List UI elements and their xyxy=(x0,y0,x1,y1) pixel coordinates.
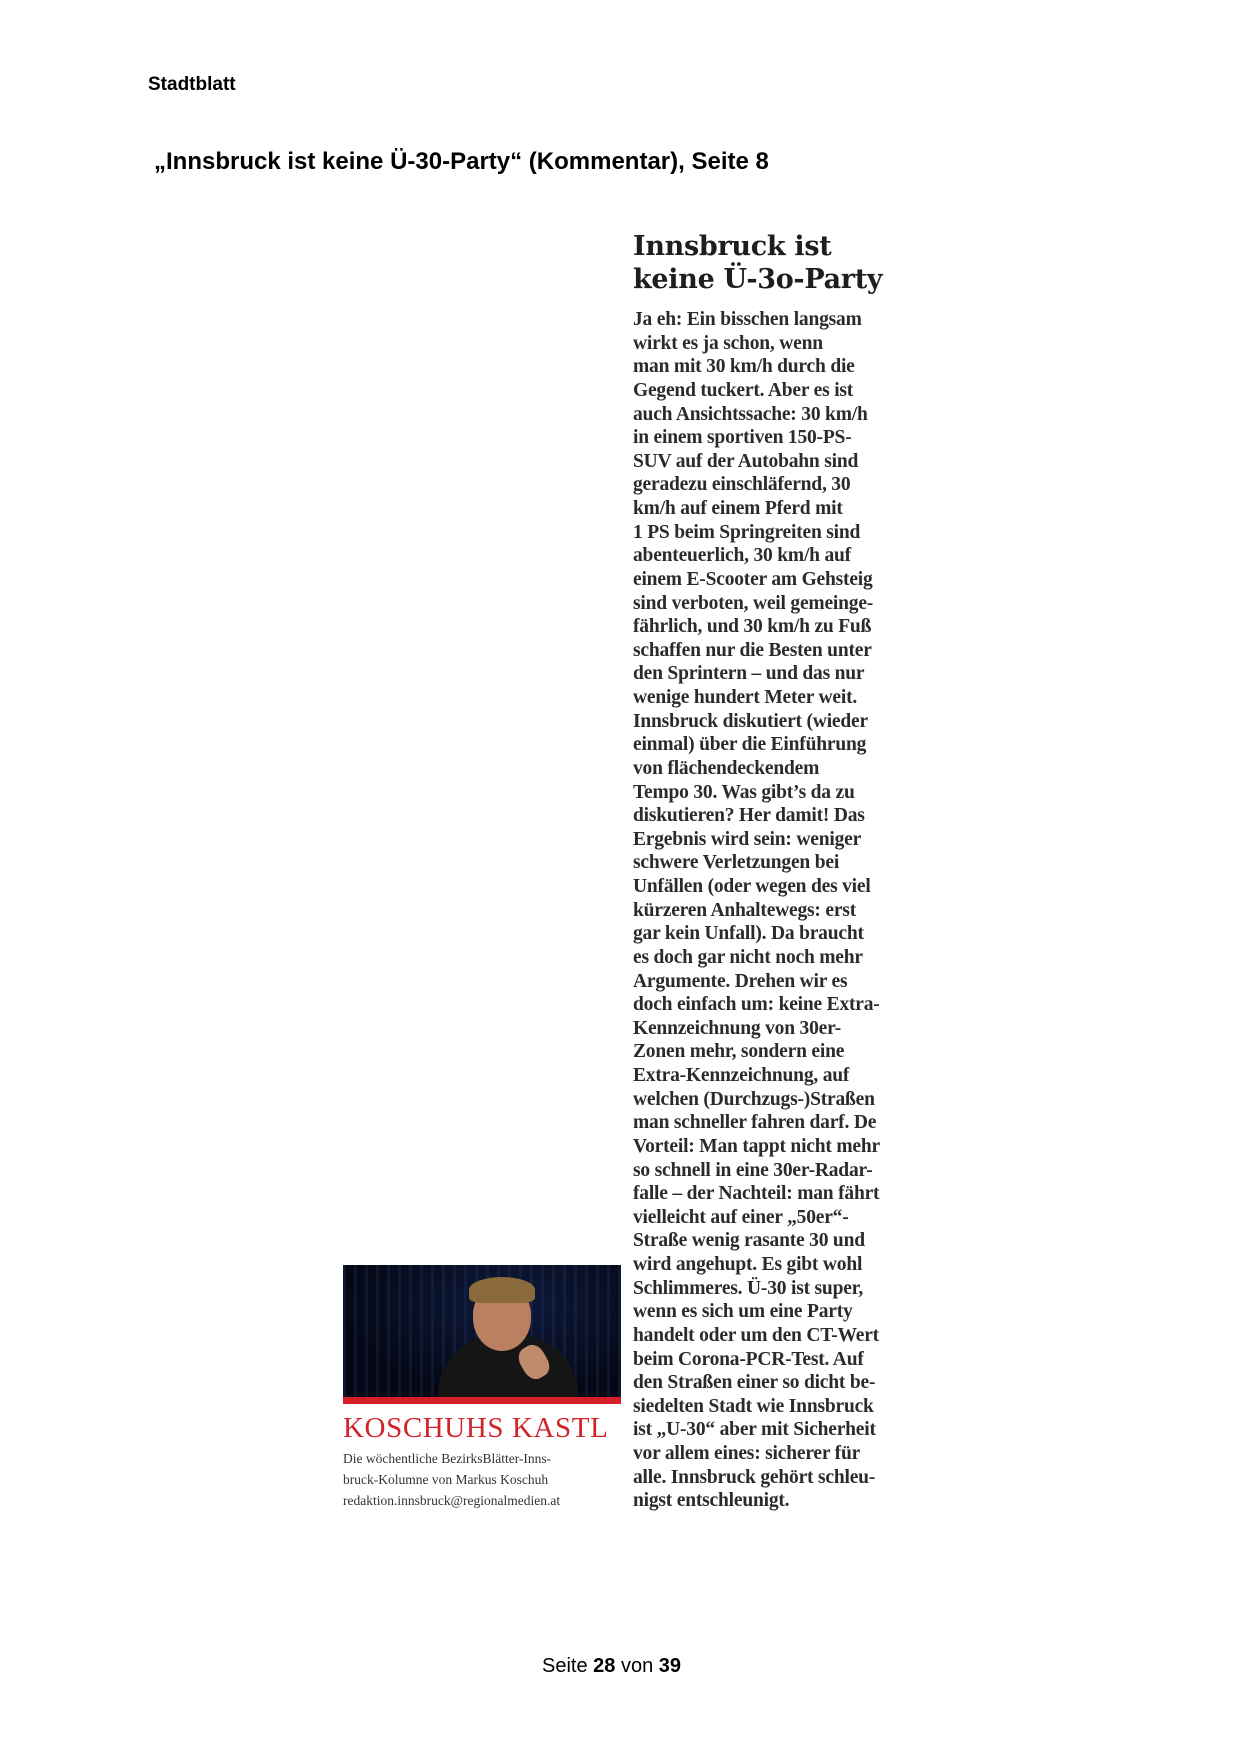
caption-email: redaktion.innsbruck@regionalmedien.at xyxy=(343,1493,561,1508)
body-line: alle. Innsbruck gehört schleu- xyxy=(633,1466,876,1488)
body-line: Innsbruck diskutiert (wieder xyxy=(633,710,868,732)
body-line: den Straßen einer so dicht be- xyxy=(633,1372,876,1394)
headline-line: Innsbruck ist xyxy=(633,231,832,262)
page-footer xyxy=(542,1655,681,1678)
article-body xyxy=(633,308,880,1513)
total-pages: 39 xyxy=(658,1655,682,1677)
body-line: Extra-Kennzeichnung, auf xyxy=(633,1065,850,1086)
body-line: Tempo 30. Was gibt’s da zu xyxy=(633,781,855,803)
body-line: man mit 30 km/h durch die xyxy=(633,356,855,378)
body-line: Argumente. Drehen wir es xyxy=(633,970,848,992)
body-line: welchen (Durchzugs-)Straßen xyxy=(633,1088,875,1110)
body-line: in einem sportiven 150-PS- xyxy=(633,427,852,449)
body-line: vor allem eines: sicherer für xyxy=(633,1443,861,1464)
body-line: siedelten Stadt wie Innsbruck xyxy=(633,1395,874,1417)
body-line: falle – der Nachteil: man fährt xyxy=(633,1183,880,1205)
body-line: Ja eh: Ein bisschen langsam xyxy=(633,309,862,330)
body-line: so schnell in eine 30er-Radar- xyxy=(633,1159,873,1181)
source-label: Stadtblatt xyxy=(148,74,236,95)
body-line: Gegend tuckert. Aber es ist xyxy=(633,379,854,401)
photo-figure-hair xyxy=(469,1277,535,1303)
body-line: Kennzeichnung von 30er- xyxy=(633,1017,842,1039)
body-line: fährlich, und 30 km/h zu Fuß xyxy=(633,616,872,638)
body-line: kürzeren Anhaltewegs: erst xyxy=(633,899,856,921)
body-line: wirkt es ja schon, wenn xyxy=(633,332,823,354)
body-line: Ergebnis wird sein: weniger xyxy=(633,828,862,850)
body-line: Vorteil: Man tappt nicht mehr xyxy=(633,1135,880,1157)
body-line: 1 PS beim Springreiten sind xyxy=(633,521,861,543)
body-line: den Sprintern – und das nur xyxy=(633,663,865,685)
body-line: diskutieren? Her damit! Das xyxy=(633,805,865,827)
body-line: Unfällen (oder wegen des viel xyxy=(633,876,871,897)
body-line: geradezu einschläfernd, 30 xyxy=(633,474,851,496)
body-line: wenn es sich um eine Party xyxy=(633,1301,853,1323)
body-line: nigst entschleunigt. xyxy=(633,1490,790,1512)
article-headline xyxy=(633,230,882,296)
body-line: es doch gar nicht noch mehr xyxy=(633,946,863,968)
body-line: wenige hundert Meter weit. xyxy=(633,687,858,708)
body-line: abenteuerlich, 30 km/h auf xyxy=(633,545,851,567)
current-page: 28 xyxy=(593,1655,616,1677)
caption-line: Die wöchentliche BezirksBlätter-Inns- xyxy=(343,1451,552,1466)
document-title: „Innsbruck ist keine Ü-30-Party“ (Kommentar), Seite 8 xyxy=(154,148,769,175)
body-line: schaffen nur die Besten unter xyxy=(633,639,872,661)
red-divider xyxy=(343,1397,621,1404)
body-line: einem E-Scooter am Gehsteig xyxy=(633,568,873,590)
body-line: Zonen mehr, sondern eine xyxy=(633,1041,845,1063)
body-line: gar kein Unfall). Da braucht xyxy=(633,923,864,945)
body-line: auch Ansichtssache: 30 km/h xyxy=(633,403,868,425)
body-line: handelt oder um den CT-Wert xyxy=(633,1324,879,1346)
body-line: Schlimmeres. Ü-30 ist super, xyxy=(633,1277,864,1299)
column-name: KOSCHUHS KASTL xyxy=(343,1412,609,1444)
body-line: wird angehupt. Es gibt wohl xyxy=(633,1254,863,1275)
footer-prefix: Seite xyxy=(542,1655,594,1677)
body-line: doch einfach um: keine Extra- xyxy=(633,994,880,1016)
headline-line: keine Ü-3o-Party xyxy=(633,264,883,295)
body-line: km/h auf einem Pferd mit xyxy=(633,498,843,519)
body-line: SUV auf der Autobahn sind xyxy=(633,450,859,472)
body-line: sind verboten, weil gemeinge- xyxy=(633,592,874,614)
body-line: Straße wenig rasante 30 und xyxy=(633,1230,865,1252)
body-line: ist „U-30“ aber mit Sicherheit xyxy=(633,1419,876,1441)
body-line: vielleicht auf einer „50er“- xyxy=(633,1206,849,1228)
author-photo xyxy=(343,1265,621,1397)
body-line: man schneller fahren darf. De xyxy=(633,1112,877,1134)
body-line: einmal) über die Einführung xyxy=(633,734,867,756)
body-line: von flächendeckendem xyxy=(633,757,820,779)
body-line: beim Corona-PCR-Test. Auf xyxy=(633,1348,864,1370)
body-line: schwere Verletzungen bei xyxy=(633,852,840,874)
footer-middle: von xyxy=(615,1655,659,1677)
caption-line: bruck-Kolumne von Markus Koschuh xyxy=(343,1472,549,1487)
